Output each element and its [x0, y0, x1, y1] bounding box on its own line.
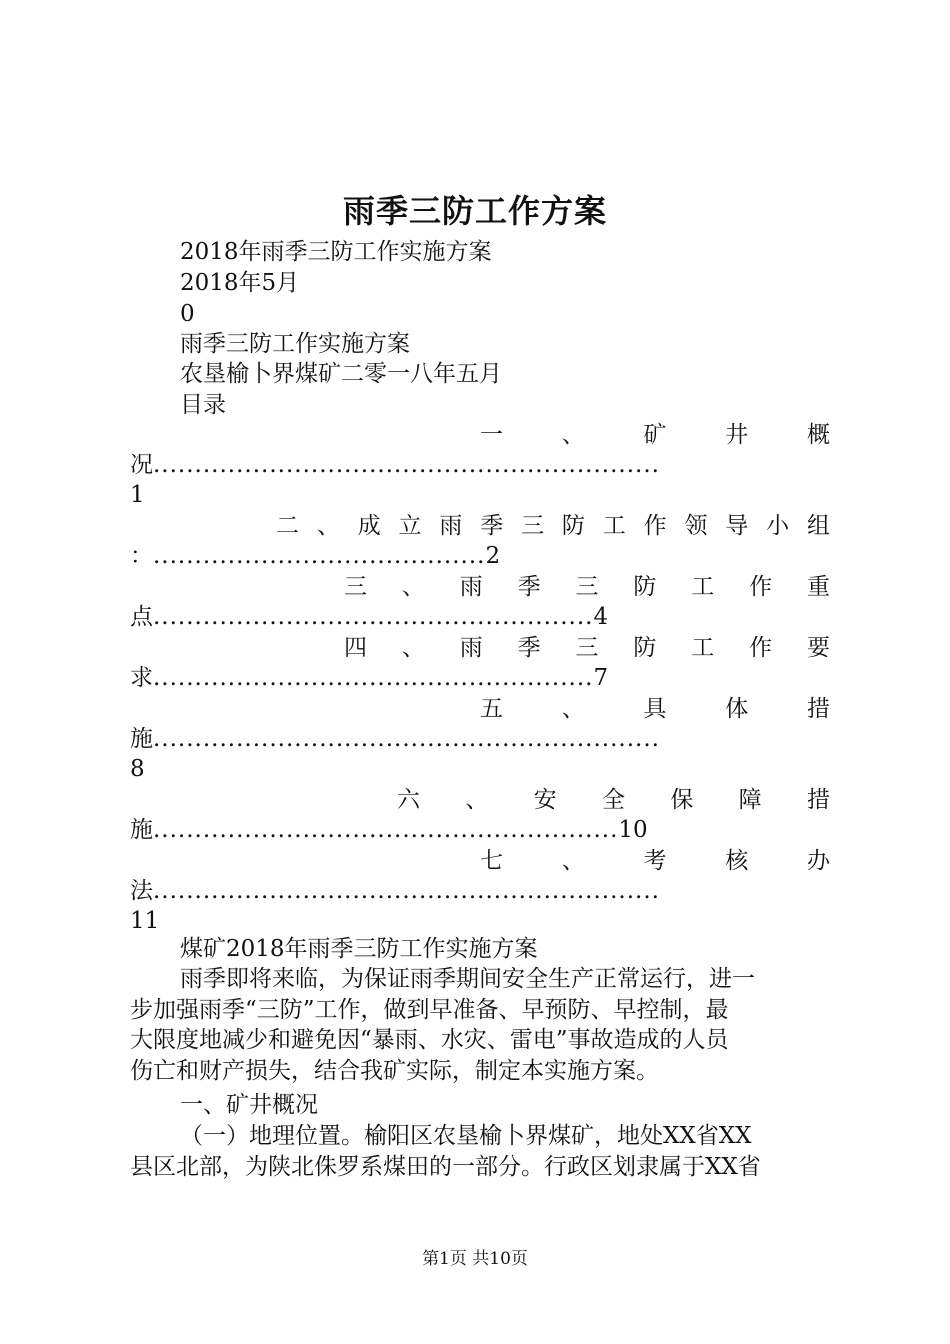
toc-label-char: 雨 [459, 574, 483, 600]
toc-label-char: 体 [725, 696, 749, 722]
toc-label-char: 法 [130, 878, 153, 904]
toc-entry [130, 511, 830, 571]
toc-label-char: 点 [130, 604, 153, 630]
toc-dot-leader: ............................................................. [153, 452, 660, 478]
toc-label-char: 一 [480, 422, 503, 448]
header-line: 雨季三防工作实施方案 [180, 331, 410, 357]
toc-label-char: 障 [738, 787, 762, 813]
section-paragraph [130, 1121, 830, 1182]
toc-label-char: 领 [684, 513, 708, 539]
toc-label-char: 全 [601, 787, 625, 813]
toc-label-char: 安 [533, 787, 557, 813]
header-line: 0 [180, 301, 195, 327]
toc-entry [130, 846, 830, 936]
toc-label-char: 立 [398, 513, 422, 539]
toc-label-char: 施 [130, 726, 153, 752]
toc-leader-line [130, 602, 830, 632]
toc-label-char: 成 [357, 513, 381, 539]
toc-heading: 目录 [180, 392, 226, 418]
toc-entry [130, 572, 830, 632]
toc-page-number: 2 [485, 543, 501, 569]
toc-entry-label [276, 511, 830, 541]
toc-label-char: 二 [276, 513, 299, 539]
toc-leader-line [130, 450, 830, 480]
paragraph-line: 县区北部，为陕北侏罗系煤田的一部分。行政区划隶属于XX省 [130, 1153, 761, 1180]
toc-label-char: 季 [517, 635, 541, 661]
toc-dot-leader: ..................................................... [153, 665, 594, 691]
toc-leader-line [130, 541, 830, 571]
toc-page-number: 7 [593, 665, 609, 691]
toc-leader-line [130, 815, 830, 845]
toc-label-char: 三 [521, 513, 545, 539]
toc-label-char: 措 [807, 696, 830, 722]
toc-label-char: 六 [397, 787, 420, 813]
toc-entry-label [480, 694, 830, 724]
paragraph-line: 大限度地减少和避免因“暴雨、水灾、雷电”事故造成的人员 [130, 1027, 729, 1053]
toc-label-char: 防 [561, 513, 585, 539]
toc-entry-label [480, 846, 830, 876]
toc-label-char: 七 [480, 848, 503, 874]
toc-label-char: 办 [807, 848, 830, 874]
toc-label-char: 组 [806, 513, 830, 539]
paragraph-line: 伤亡和财产损失，结合我矿实际，制定本实施方案。 [130, 1057, 659, 1084]
toc-label-char: 三 [575, 574, 599, 600]
toc-entry-label [344, 572, 830, 602]
toc-label-char: 、 [401, 635, 425, 661]
toc-page-number: 4 [593, 604, 609, 630]
toc-page-number: 8 [130, 756, 145, 782]
toc-entry [130, 633, 830, 693]
paragraph-line: （一）地理位置。榆阳区农垦榆卜界煤矿，地处XX省XX [180, 1123, 752, 1149]
body-heading: 煤矿2018年雨季三防工作实施方案 [180, 936, 538, 962]
toc-label-char: 工 [691, 574, 715, 600]
toc-label-char: 措 [806, 787, 830, 813]
toc-label-char: ： [130, 543, 153, 569]
toc-label-char: 、 [465, 787, 489, 813]
toc-label-char: 雨 [459, 635, 483, 661]
toc-label-char: 季 [480, 513, 504, 539]
toc-dot-leader: ........................................................ [153, 817, 619, 843]
section-heading: 一、矿井概况 [180, 1092, 318, 1118]
toc-dot-leader: ..................................................... [153, 604, 594, 630]
toc-label-char: 三 [344, 574, 367, 600]
toc-leader-line [130, 663, 830, 693]
toc-label-char: 作 [643, 513, 667, 539]
toc-page-number: 11 [130, 908, 160, 934]
toc-dot-leader: ............................................................. [153, 726, 660, 752]
toc-label-char: 四 [344, 635, 367, 661]
toc-entry-label [344, 633, 830, 663]
toc-label-char: 重 [807, 574, 830, 600]
toc-label-char: 、 [561, 848, 585, 874]
header-line: 农垦榆卜界煤矿二零一八年五月 [180, 361, 502, 387]
toc-label-char: 、 [316, 513, 340, 539]
toc-label-char: 作 [749, 574, 773, 600]
toc-entry [130, 420, 830, 510]
toc-label-char: 求 [130, 665, 153, 691]
toc-page-number: 1 [130, 482, 145, 508]
toc-label-char: 井 [725, 422, 749, 448]
paragraph-line: 雨季即将来临，为保证雨季期间安全生产正常运行，进一 [180, 966, 755, 992]
toc-label-char: 矿 [643, 422, 667, 448]
intro-paragraph [130, 964, 830, 1086]
toc-label-char: 季 [517, 574, 541, 600]
toc-leader-line [130, 724, 830, 754]
toc-label-char: 防 [633, 574, 657, 600]
toc-label-char: 导 [725, 513, 749, 539]
toc-label-char: 五 [480, 696, 503, 722]
document-title: 雨季三防工作方案 [342, 192, 607, 230]
toc-page-number: 10 [618, 817, 648, 843]
toc-label-char: 三 [575, 635, 599, 661]
paragraph-line: 步加强雨季“三防”工作，做到早准备、早预防、早控制，最 [130, 996, 729, 1023]
toc-entry [130, 694, 830, 784]
toc-label-char: 、 [561, 422, 585, 448]
toc-label-char: 、 [401, 574, 425, 600]
header-line: 2018年雨季三防工作实施方案 [180, 239, 492, 265]
toc-label-char: 概 [807, 422, 830, 448]
toc-label-char: 况 [130, 452, 153, 478]
toc-label-char: 核 [725, 848, 749, 874]
toc-label-char: 施 [130, 817, 153, 843]
toc-label-char: 小 [766, 513, 790, 539]
toc-entry-label [397, 785, 830, 815]
toc-dot-leader: ........................................ [153, 543, 486, 569]
header-line: 2018年5月 [180, 270, 300, 296]
toc-entry [130, 785, 830, 845]
toc-label-char: 要 [807, 635, 830, 661]
toc-label-char: 考 [643, 848, 667, 874]
toc-label-char: 工 [602, 513, 626, 539]
toc-dot-leader: ............................................................. [153, 878, 660, 904]
toc-label-char: 作 [749, 635, 773, 661]
toc-label-char: 保 [670, 787, 694, 813]
toc-label-char: 雨 [439, 513, 463, 539]
toc-leader-line [130, 876, 830, 906]
toc-label-char: 防 [633, 635, 657, 661]
page-footer: 第1页 共10页 [422, 1249, 528, 1269]
toc-label-char: 、 [561, 696, 585, 722]
toc-entry-label [480, 420, 830, 450]
toc-label-char: 具 [643, 696, 667, 722]
toc-label-char: 工 [691, 635, 715, 661]
